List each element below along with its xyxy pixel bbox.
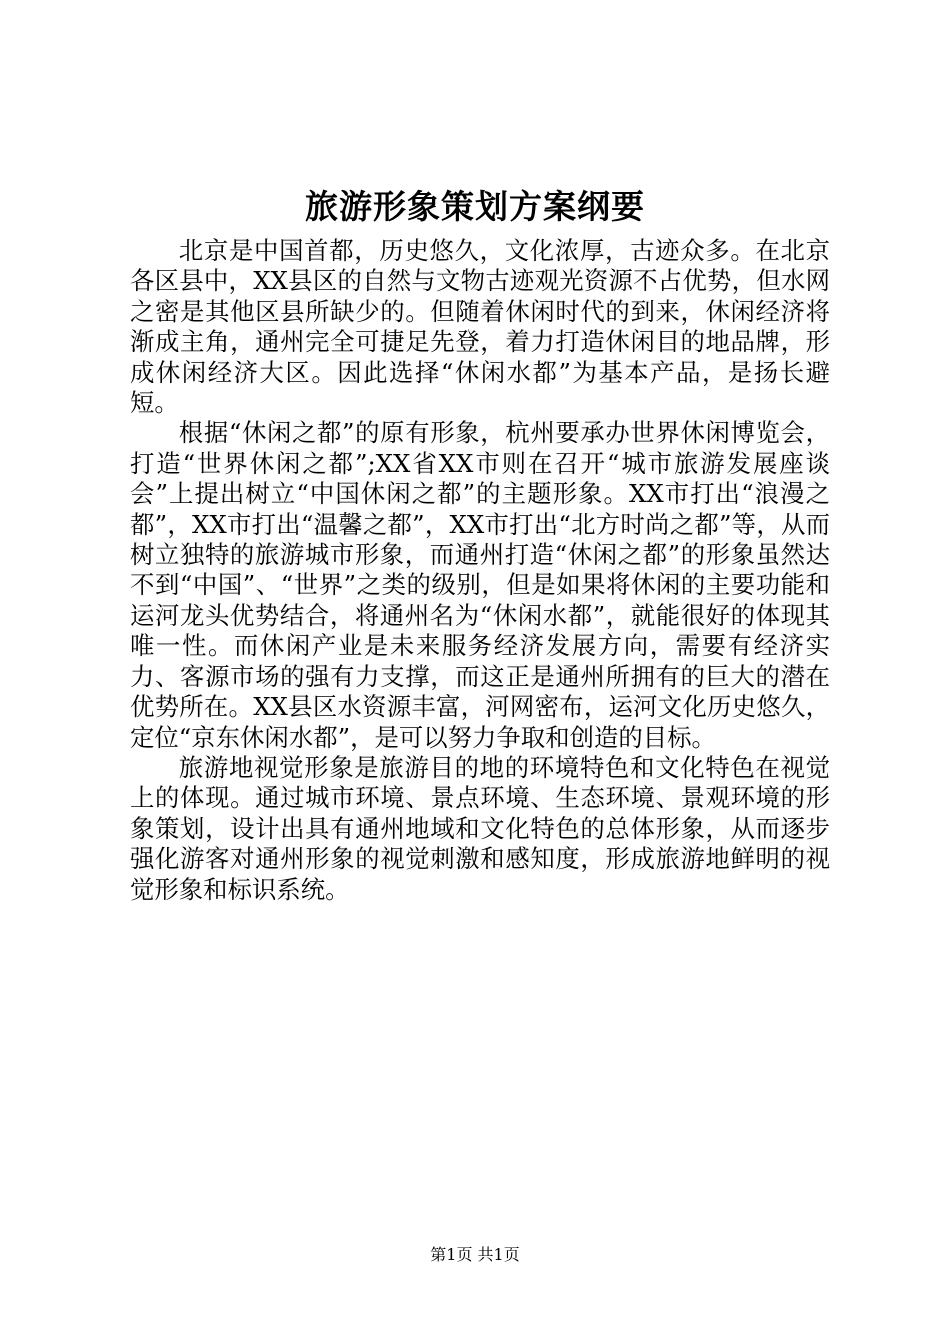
paragraph-3: 旅游地视觉形象是旅游目的地的环境特色和文化特色在视觉上的体现。通过城市环境、景点环境、生态环境、景观环境的形象策划，设计出具有通州地域和文化特色的总体形象，从而逐步强化游客对通州形象的视觉刺激和感知度，形成旅游地鲜明的视觉形象和标识系统。 [130, 752, 830, 904]
page-number-footer: 第1页 共1页 [430, 1245, 520, 1264]
document-title: 旅游形象策划方案纲要 [305, 187, 645, 226]
paragraph-2: 根据“休闲之都”的原有形象，杭州要承办世界休闲博览会，打造“世界休闲之都”;XX省XX市则在召开“城市旅游发展座谈会”上提出树立“中国休闲之都”的主题形象。XX市打出“浪漫之都”，XX市打出“温馨之都”，XX市打出“北方时尚之都”等，从而树立独特的旅游城市形象，而通州打造“休闲之都”的形象虽然达不到“中国”、“世界”之类的级别，但是如果将休闲的主要功能和运河龙头优势结合，将通州名为“休闲水都”，就能很好的体现其唯一性。而休闲产业是未来服务经济发展方向，需要有经济实力、客源市场的强有力支撑，而这正是通州所拥有的巨大的潜在优势所在。XX县区水资源丰富，河网密布，运河文化历史悠久，定位“京东休闲水都”，是可以努力争取和创造的目标。 [130, 418, 830, 752]
document-body [130, 236, 830, 905]
paragraph-1: 北京是中国首都，历史悠久，文化浓厚，古迹众多。在北京各区县中，XX县区的自然与文物古迹观光资源不占优势，但水网之密是其他区县所缺少的。但随着休闲时代的到来，休闲经济将渐成主角，通州完全可捷足先登，着力打造休闲目的地品牌，形成休闲经济大区。因此选择“休闲水都”为基本产品，是扬长避短。 [130, 236, 830, 418]
